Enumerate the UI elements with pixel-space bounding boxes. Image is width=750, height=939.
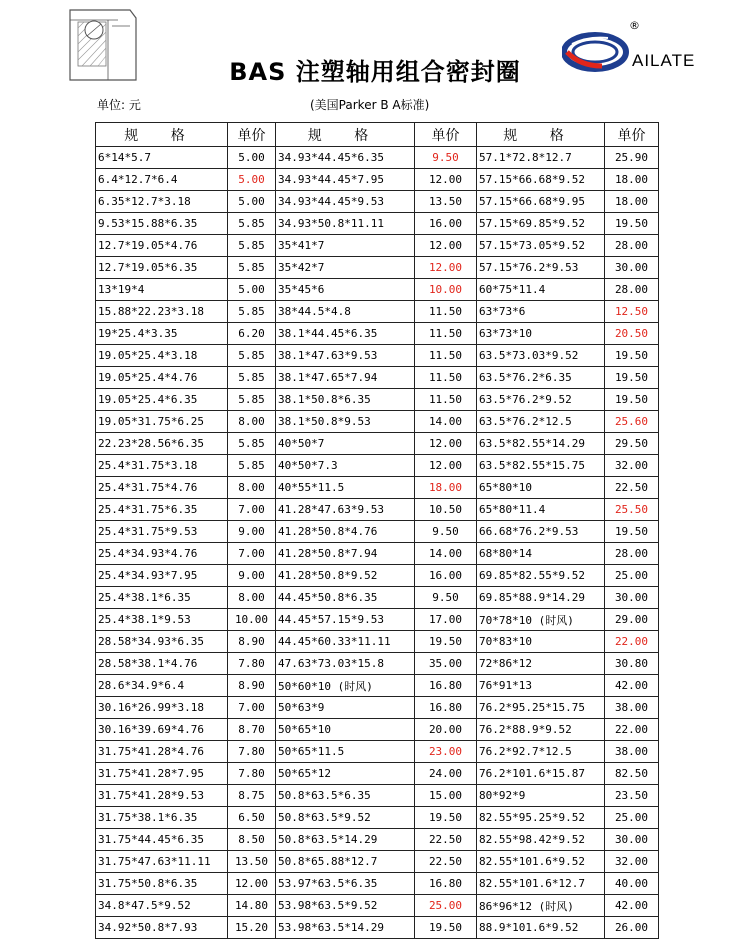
table-row — [96, 411, 659, 433]
spec-cell: 53.97*63.5*6.35 — [276, 873, 415, 895]
spec-cell: 35*41*7 — [276, 235, 415, 257]
table-row — [96, 741, 659, 763]
table-row — [96, 345, 659, 367]
spec-cell: 76.2*88.9*9.52 — [477, 719, 605, 741]
table-header-row — [96, 123, 659, 147]
spec-cell: 40*50*7 — [276, 433, 415, 455]
table-row — [96, 521, 659, 543]
table-row — [96, 235, 659, 257]
price-cell: 40.00 — [605, 873, 659, 895]
price-cell: 29.00 — [605, 609, 659, 631]
price-cell: 30.00 — [605, 587, 659, 609]
table-row — [96, 653, 659, 675]
spec-cell: 31.75*50.8*6.35 — [96, 873, 228, 895]
spec-cell: 41.28*47.63*9.53 — [276, 499, 415, 521]
price-cell: 12.00 — [415, 169, 477, 191]
price-cell: 7.80 — [228, 741, 276, 763]
spec-cell: 34.93*44.45*9.53 — [276, 191, 415, 213]
price-cell: 22.00 — [605, 631, 659, 653]
price-cell: 17.00 — [415, 609, 477, 631]
price-cell: 13.50 — [415, 191, 477, 213]
price-cell: 23.50 — [605, 785, 659, 807]
price-cell: 9.00 — [228, 565, 276, 587]
price-cell: 12.00 — [415, 235, 477, 257]
spec-cell: 9.53*15.88*6.35 — [96, 213, 228, 235]
price-cell: 25.60 — [605, 411, 659, 433]
spec-cell: 38*44.5*4.8 — [276, 301, 415, 323]
table-row — [96, 697, 659, 719]
spec-cell: 34.93*50.8*11.11 — [276, 213, 415, 235]
price-cell: 20.50 — [605, 323, 659, 345]
table-row — [96, 785, 659, 807]
price-cell: 18.00 — [605, 169, 659, 191]
table-row — [96, 719, 659, 741]
spec-cell: 60*75*11.4 — [477, 279, 605, 301]
table-row — [96, 499, 659, 521]
spec-cell: 31.75*38.1*6.35 — [96, 807, 228, 829]
table-row — [96, 587, 659, 609]
spec-cell: 50.8*63.5*9.52 — [276, 807, 415, 829]
spec-cell: 34.92*50.8*7.93 — [96, 917, 228, 939]
spec-cell: 38.1*47.63*9.53 — [276, 345, 415, 367]
page-title: BAS 注塑轴用组合密封圈 — [229, 58, 521, 86]
price-cell: 5.00 — [228, 279, 276, 301]
col-header-price: 单价 — [228, 123, 276, 147]
price-cell: 5.85 — [228, 389, 276, 411]
price-cell: 30.80 — [605, 653, 659, 675]
spec-cell: 35*42*7 — [276, 257, 415, 279]
price-cell: 19.50 — [415, 807, 477, 829]
spec-cell: 31.75*41.28*4.76 — [96, 741, 228, 763]
spec-cell: 65*80*10 — [477, 477, 605, 499]
spec-cell: 70*83*10 — [477, 631, 605, 653]
table-row — [96, 213, 659, 235]
spec-cell: 12.7*19.05*4.76 — [96, 235, 228, 257]
price-cell: 8.75 — [228, 785, 276, 807]
spec-cell: 88.9*101.6*9.52 — [477, 917, 605, 939]
price-cell: 19.50 — [605, 389, 659, 411]
spec-cell: 6*14*5.7 — [96, 147, 228, 169]
price-cell: 7.80 — [228, 763, 276, 785]
price-cell: 5.85 — [228, 345, 276, 367]
price-cell: 18.00 — [605, 191, 659, 213]
table-row — [96, 477, 659, 499]
table-row — [96, 191, 659, 213]
price-cell: 8.00 — [228, 477, 276, 499]
spec-cell: 41.28*50.8*4.76 — [276, 521, 415, 543]
price-cell: 14.00 — [415, 411, 477, 433]
price-cell: 18.00 — [415, 477, 477, 499]
spec-cell: 82.55*95.25*9.52 — [477, 807, 605, 829]
price-cell: 25.00 — [415, 895, 477, 917]
spec-cell: 34.93*44.45*6.35 — [276, 147, 415, 169]
price-cell: 8.50 — [228, 829, 276, 851]
price-cell: 8.90 — [228, 631, 276, 653]
unit-label: 单位: 元 — [97, 98, 141, 112]
price-cell: 16.80 — [415, 675, 477, 697]
table-row — [96, 609, 659, 631]
price-cell: 19.50 — [605, 521, 659, 543]
price-cell: 35.00 — [415, 653, 477, 675]
spec-cell: 40*55*11.5 — [276, 477, 415, 499]
table-row — [96, 807, 659, 829]
col-header-spec: 规 格 — [276, 123, 415, 147]
spec-cell: 63.5*82.55*14.29 — [477, 433, 605, 455]
table-row — [96, 763, 659, 785]
price-cell: 11.50 — [415, 367, 477, 389]
price-cell: 82.50 — [605, 763, 659, 785]
spec-cell: 30.16*39.69*4.76 — [96, 719, 228, 741]
spec-cell: 31.75*41.28*7.95 — [96, 763, 228, 785]
price-cell: 30.00 — [605, 829, 659, 851]
spec-cell: 31.75*41.28*9.53 — [96, 785, 228, 807]
spec-cell: 63.5*76.2*12.5 — [477, 411, 605, 433]
spec-cell: 22.23*28.56*6.35 — [96, 433, 228, 455]
price-cell: 14.00 — [415, 543, 477, 565]
spec-cell: 15.88*22.23*3.18 — [96, 301, 228, 323]
spec-cell: 28.6*34.9*6.4 — [96, 675, 228, 697]
spec-cell: 25.4*31.75*9.53 — [96, 521, 228, 543]
spec-cell: 41.28*50.8*9.52 — [276, 565, 415, 587]
spec-cell: 19.05*25.4*3.18 — [96, 345, 228, 367]
price-cell: 19.50 — [415, 631, 477, 653]
spec-cell: 25.4*31.75*3.18 — [96, 455, 228, 477]
price-cell: 7.00 — [228, 543, 276, 565]
spec-cell: 50.8*63.5*14.29 — [276, 829, 415, 851]
spec-cell: 68*80*14 — [477, 543, 605, 565]
price-cell: 16.00 — [415, 213, 477, 235]
standard-note: (美国Parker B A标准) — [310, 98, 430, 112]
price-cell: 5.00 — [228, 147, 276, 169]
col-header-spec: 规 格 — [96, 123, 228, 147]
table-row — [96, 455, 659, 477]
price-cell: 15.20 — [228, 917, 276, 939]
spec-cell: 53.98*63.5*9.52 — [276, 895, 415, 917]
spec-cell: 80*92*9 — [477, 785, 605, 807]
price-cell: 25.90 — [605, 147, 659, 169]
spec-cell: 25.4*34.93*7.95 — [96, 565, 228, 587]
spec-cell: 44.45*57.15*9.53 — [276, 609, 415, 631]
spec-cell: 50*63*9 — [276, 697, 415, 719]
spec-cell: 6.4*12.7*6.4 — [96, 169, 228, 191]
price-cell: 8.70 — [228, 719, 276, 741]
table-row — [96, 895, 659, 917]
spec-cell: 19.05*25.4*6.35 — [96, 389, 228, 411]
spec-cell: 38.1*50.8*9.53 — [276, 411, 415, 433]
col-header-price: 单价 — [605, 123, 659, 147]
spec-cell: 57.15*73.05*9.52 — [477, 235, 605, 257]
spec-cell: 76.2*95.25*15.75 — [477, 697, 605, 719]
spec-cell: 63*73*6 — [477, 301, 605, 323]
spec-cell: 19.05*31.75*6.25 — [96, 411, 228, 433]
spec-cell: 25.4*31.75*6.35 — [96, 499, 228, 521]
price-cell: 25.50 — [605, 499, 659, 521]
price-cell: 16.00 — [415, 565, 477, 587]
price-cell: 28.00 — [605, 235, 659, 257]
table-row — [96, 257, 659, 279]
price-cell: 5.85 — [228, 213, 276, 235]
price-cell: 9.00 — [228, 521, 276, 543]
spec-cell: 76*91*13 — [477, 675, 605, 697]
table-row — [96, 917, 659, 939]
price-cell: 12.00 — [415, 257, 477, 279]
table-row — [96, 543, 659, 565]
spec-cell: 63*73*10 — [477, 323, 605, 345]
price-cell: 5.85 — [228, 433, 276, 455]
price-cell: 8.00 — [228, 587, 276, 609]
table-row — [96, 147, 659, 169]
spec-cell: 38.1*44.45*6.35 — [276, 323, 415, 345]
price-cell: 38.00 — [605, 741, 659, 763]
spec-cell: 50.8*65.88*12.7 — [276, 851, 415, 873]
price-cell: 16.80 — [415, 697, 477, 719]
price-cell: 12.00 — [415, 433, 477, 455]
table-row — [96, 433, 659, 455]
price-cell: 6.20 — [228, 323, 276, 345]
price-cell: 28.00 — [605, 279, 659, 301]
spec-cell: 63.5*82.55*15.75 — [477, 455, 605, 477]
spec-cell: 57.1*72.8*12.7 — [477, 147, 605, 169]
table-row — [96, 301, 659, 323]
price-cell: 5.00 — [228, 191, 276, 213]
spec-cell: 44.45*50.8*6.35 — [276, 587, 415, 609]
spec-cell: 31.75*44.45*6.35 — [96, 829, 228, 851]
spec-cell: 82.55*98.42*9.52 — [477, 829, 605, 851]
spec-cell: 38.1*47.65*7.94 — [276, 367, 415, 389]
price-cell: 20.00 — [415, 719, 477, 741]
price-cell: 28.00 — [605, 543, 659, 565]
price-cell: 11.50 — [415, 345, 477, 367]
price-cell: 5.85 — [228, 367, 276, 389]
table-row — [96, 851, 659, 873]
price-cell: 22.50 — [415, 829, 477, 851]
price-cell: 11.50 — [415, 323, 477, 345]
spec-cell: 28.58*34.93*6.35 — [96, 631, 228, 653]
price-cell: 5.85 — [228, 301, 276, 323]
table-row — [96, 631, 659, 653]
price-cell: 5.85 — [228, 455, 276, 477]
price-cell: 5.00 — [228, 169, 276, 191]
spec-cell: 82.55*101.6*12.7 — [477, 873, 605, 895]
price-cell: 9.50 — [415, 147, 477, 169]
spec-cell: 25.4*38.1*6.35 — [96, 587, 228, 609]
price-cell: 42.00 — [605, 895, 659, 917]
price-cell: 10.00 — [228, 609, 276, 631]
spec-cell: 35*45*6 — [276, 279, 415, 301]
spec-cell: 25.4*31.75*4.76 — [96, 477, 228, 499]
spec-cell: 82.55*101.6*9.52 — [477, 851, 605, 873]
price-cell: 19.50 — [415, 917, 477, 939]
col-header-spec: 规 格 — [477, 123, 605, 147]
spec-cell: 13*19*4 — [96, 279, 228, 301]
spec-cell: 57.15*69.85*9.52 — [477, 213, 605, 235]
spec-cell: 57.15*66.68*9.52 — [477, 169, 605, 191]
spec-cell: 76.2*101.6*15.87 — [477, 763, 605, 785]
price-cell: 10.00 — [415, 279, 477, 301]
price-cell: 10.50 — [415, 499, 477, 521]
price-cell: 9.50 — [415, 521, 477, 543]
table-row — [96, 565, 659, 587]
spec-cell: 63.5*76.2*9.52 — [477, 389, 605, 411]
table-row — [96, 675, 659, 697]
price-table — [95, 122, 659, 939]
price-cell: 7.00 — [228, 499, 276, 521]
price-cell: 12.00 — [415, 455, 477, 477]
price-cell: 7.80 — [228, 653, 276, 675]
registered-mark: ® — [629, 19, 640, 32]
spec-cell: 28.58*38.1*4.76 — [96, 653, 228, 675]
brand-name: AILATE — [632, 51, 696, 70]
price-cell: 15.00 — [415, 785, 477, 807]
spec-cell: 19*25.4*3.35 — [96, 323, 228, 345]
spec-cell: 66.68*76.2*9.53 — [477, 521, 605, 543]
spec-cell: 50.8*63.5*6.35 — [276, 785, 415, 807]
table-row — [96, 169, 659, 191]
spec-cell: 50*65*10 — [276, 719, 415, 741]
table-row — [96, 829, 659, 851]
price-cell: 14.80 — [228, 895, 276, 917]
spec-cell: 6.35*12.7*3.18 — [96, 191, 228, 213]
spec-cell: 50*65*12 — [276, 763, 415, 785]
price-cell: 13.50 — [228, 851, 276, 873]
price-cell: 32.00 — [605, 455, 659, 477]
price-cell: 22.50 — [415, 851, 477, 873]
col-header-price: 单价 — [415, 123, 477, 147]
spec-cell: 86*96*12 (时风) — [477, 895, 605, 917]
price-cell: 38.00 — [605, 697, 659, 719]
table-row — [96, 367, 659, 389]
spec-cell: 38.1*50.8*6.35 — [276, 389, 415, 411]
spec-cell: 12.7*19.05*6.35 — [96, 257, 228, 279]
spec-cell: 34.93*44.45*7.95 — [276, 169, 415, 191]
spec-cell: 25.4*38.1*9.53 — [96, 609, 228, 631]
spec-cell: 50*65*11.5 — [276, 741, 415, 763]
price-cell: 29.50 — [605, 433, 659, 455]
spec-cell: 57.15*76.2*9.53 — [477, 257, 605, 279]
table-row — [96, 873, 659, 895]
price-cell: 19.50 — [605, 345, 659, 367]
spec-cell: 72*86*12 — [477, 653, 605, 675]
spec-cell: 53.98*63.5*14.29 — [276, 917, 415, 939]
price-cell: 8.00 — [228, 411, 276, 433]
price-cell: 12.50 — [605, 301, 659, 323]
spec-cell: 65*80*11.4 — [477, 499, 605, 521]
table-row — [96, 279, 659, 301]
price-cell: 25.00 — [605, 807, 659, 829]
spec-cell: 25.4*34.93*4.76 — [96, 543, 228, 565]
spec-cell: 76.2*92.7*12.5 — [477, 741, 605, 763]
spec-cell: 70*78*10 (时风) — [477, 609, 605, 631]
price-cell: 23.00 — [415, 741, 477, 763]
spec-cell: 47.63*73.03*15.8 — [276, 653, 415, 675]
spec-cell: 30.16*26.99*3.18 — [96, 697, 228, 719]
spec-cell: 69.85*88.9*14.29 — [477, 587, 605, 609]
table-row — [96, 323, 659, 345]
price-cell: 11.50 — [415, 389, 477, 411]
price-cell: 6.50 — [228, 807, 276, 829]
price-cell: 7.00 — [228, 697, 276, 719]
price-cell: 5.85 — [228, 235, 276, 257]
spec-cell: 57.15*66.68*9.95 — [477, 191, 605, 213]
spec-cell: 69.85*82.55*9.52 — [477, 565, 605, 587]
table-row — [96, 389, 659, 411]
price-cell: 19.50 — [605, 367, 659, 389]
price-cell: 25.00 — [605, 565, 659, 587]
spec-cell: 63.5*76.2*6.35 — [477, 367, 605, 389]
price-cell: 22.50 — [605, 477, 659, 499]
price-cell: 30.00 — [605, 257, 659, 279]
price-cell: 9.50 — [415, 587, 477, 609]
spec-cell: 63.5*73.03*9.52 — [477, 345, 605, 367]
spec-cell: 34.8*47.5*9.52 — [96, 895, 228, 917]
price-cell: 26.00 — [605, 917, 659, 939]
price-cell: 8.90 — [228, 675, 276, 697]
spec-cell: 41.28*50.8*7.94 — [276, 543, 415, 565]
price-cell: 32.00 — [605, 851, 659, 873]
price-cell: 19.50 — [605, 213, 659, 235]
price-cell: 5.85 — [228, 257, 276, 279]
spec-cell: 19.05*25.4*4.76 — [96, 367, 228, 389]
price-cell: 11.50 — [415, 301, 477, 323]
spec-cell: 44.45*60.33*11.11 — [276, 631, 415, 653]
spec-cell: 50*60*10 (时风) — [276, 675, 415, 697]
price-cell: 24.00 — [415, 763, 477, 785]
price-cell: 22.00 — [605, 719, 659, 741]
spec-cell: 40*50*7.3 — [276, 455, 415, 477]
spec-cell: 31.75*47.63*11.11 — [96, 851, 228, 873]
price-cell: 42.00 — [605, 675, 659, 697]
price-cell: 12.00 — [228, 873, 276, 895]
price-cell: 16.80 — [415, 873, 477, 895]
